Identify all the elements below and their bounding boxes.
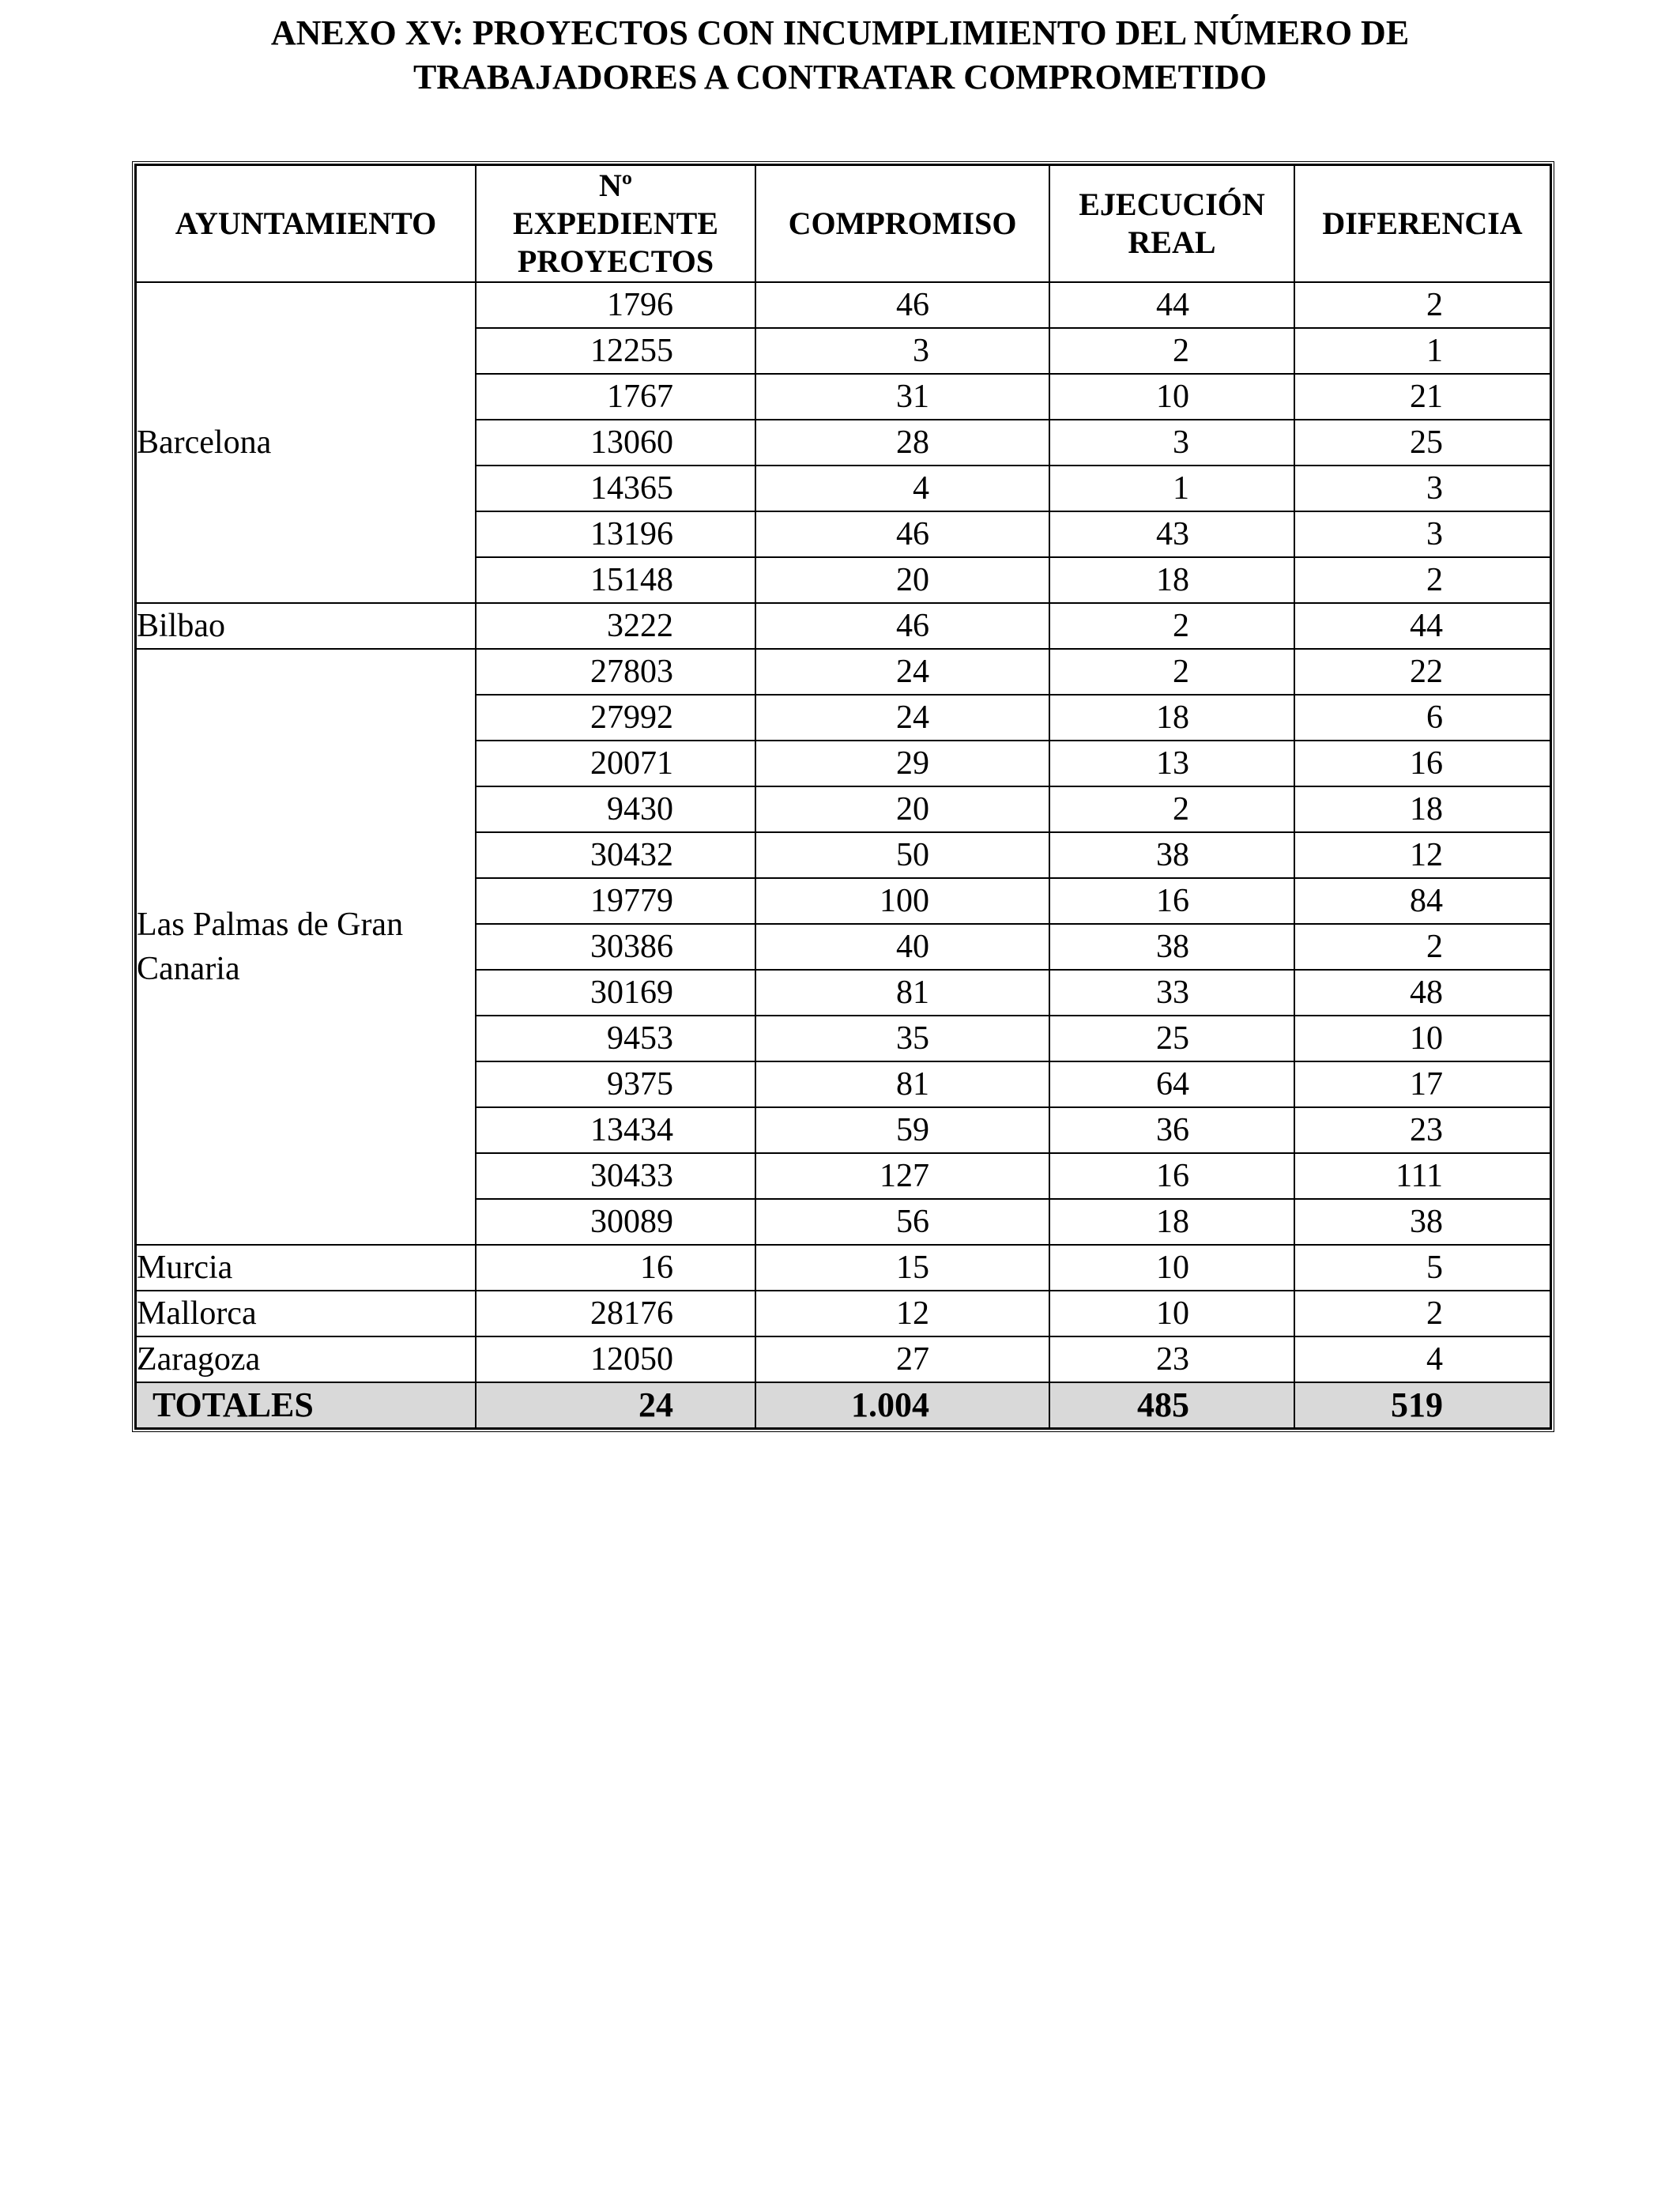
cell-expediente: 30089 bbox=[476, 1199, 755, 1245]
cell-compromiso: 127 bbox=[755, 1153, 1049, 1199]
page-title-line-2: TRABAJADORES A CONTRATAR COMPROMETIDO bbox=[412, 58, 1268, 96]
table-frame bbox=[132, 161, 1554, 1432]
cell-expediente: 14365 bbox=[476, 466, 755, 511]
cell-ejecucion: 33 bbox=[1049, 970, 1294, 1016]
header-expediente-line-3: PROYECTOS bbox=[517, 243, 714, 279]
cell-ayuntamiento: Barcelona bbox=[136, 282, 476, 603]
cell-diferencia: 3 bbox=[1294, 466, 1550, 511]
cell-compromiso: 81 bbox=[755, 1061, 1049, 1107]
cell-compromiso: 40 bbox=[755, 924, 1049, 970]
table-row bbox=[136, 603, 1550, 649]
cell-expediente: 30432 bbox=[476, 832, 755, 878]
cell-expediente: 9430 bbox=[476, 786, 755, 832]
cell-ejecucion: 16 bbox=[1049, 1153, 1294, 1199]
cell-ejecucion: 18 bbox=[1049, 557, 1294, 603]
cell-compromiso: 46 bbox=[755, 282, 1049, 328]
cell-diferencia: 21 bbox=[1294, 374, 1550, 420]
cell-diferencia: 17 bbox=[1294, 1061, 1550, 1107]
cell-expediente: 12255 bbox=[476, 328, 755, 374]
cell-ejecucion: 10 bbox=[1049, 374, 1294, 420]
cell-diferencia: 16 bbox=[1294, 741, 1550, 786]
cell-expediente: 13196 bbox=[476, 511, 755, 557]
cell-diferencia: 38 bbox=[1294, 1199, 1550, 1245]
cell-compromiso: 29 bbox=[755, 741, 1049, 786]
cell-expediente: 1767 bbox=[476, 374, 755, 420]
cell-compromiso: 12 bbox=[755, 1291, 1049, 1336]
totals-ejecucion: 485 bbox=[1049, 1382, 1294, 1428]
cell-ejecucion: 25 bbox=[1049, 1016, 1294, 1061]
cell-diferencia: 48 bbox=[1294, 970, 1550, 1016]
cell-diferencia: 2 bbox=[1294, 282, 1550, 328]
header-ejecucion-line-1: EJECUCIÓN bbox=[1079, 187, 1265, 222]
table-row bbox=[136, 1291, 1550, 1336]
cell-compromiso: 56 bbox=[755, 1199, 1049, 1245]
cell-expediente: 3222 bbox=[476, 603, 755, 649]
cell-compromiso: 46 bbox=[755, 603, 1049, 649]
cell-ejecucion: 44 bbox=[1049, 282, 1294, 328]
cell-expediente: 1796 bbox=[476, 282, 755, 328]
header-compromiso: COMPROMISO bbox=[755, 165, 1049, 282]
page-title bbox=[0, 11, 1680, 100]
totals-row bbox=[136, 1382, 1550, 1428]
cell-diferencia: 5 bbox=[1294, 1245, 1550, 1291]
cell-ejecucion: 64 bbox=[1049, 1061, 1294, 1107]
cell-compromiso: 24 bbox=[755, 695, 1049, 741]
cell-expediente: 12050 bbox=[476, 1336, 755, 1382]
cell-ejecucion: 2 bbox=[1049, 328, 1294, 374]
cell-compromiso: 4 bbox=[755, 466, 1049, 511]
cell-ejecucion: 43 bbox=[1049, 511, 1294, 557]
cell-diferencia: 10 bbox=[1294, 1016, 1550, 1061]
cell-diferencia: 23 bbox=[1294, 1107, 1550, 1153]
cell-ejecucion: 10 bbox=[1049, 1291, 1294, 1336]
cell-expediente: 30169 bbox=[476, 970, 755, 1016]
cell-compromiso: 28 bbox=[755, 420, 1049, 466]
cell-diferencia: 6 bbox=[1294, 695, 1550, 741]
cell-expediente: 9375 bbox=[476, 1061, 755, 1107]
cell-compromiso: 35 bbox=[755, 1016, 1049, 1061]
cell-ejecucion: 18 bbox=[1049, 695, 1294, 741]
header-expediente-line-1: Nº bbox=[598, 168, 633, 203]
cell-diferencia: 18 bbox=[1294, 786, 1550, 832]
cell-expediente: 30386 bbox=[476, 924, 755, 970]
cell-ejecucion: 36 bbox=[1049, 1107, 1294, 1153]
table-row bbox=[136, 282, 1550, 328]
cell-diferencia: 44 bbox=[1294, 603, 1550, 649]
cell-diferencia: 2 bbox=[1294, 924, 1550, 970]
cell-compromiso: 50 bbox=[755, 832, 1049, 878]
cell-expediente: 13060 bbox=[476, 420, 755, 466]
cell-expediente: 27803 bbox=[476, 649, 755, 695]
page-title-line-1: ANEXO XV: PROYECTOS CON INCUMPLIMIENTO DEL NÚMERO DE bbox=[270, 13, 1410, 52]
cell-expediente: 20071 bbox=[476, 741, 755, 786]
cell-compromiso: 3 bbox=[755, 328, 1049, 374]
cell-expediente: 15148 bbox=[476, 557, 755, 603]
cell-ejecucion: 13 bbox=[1049, 741, 1294, 786]
cell-expediente: 28176 bbox=[476, 1291, 755, 1336]
cell-diferencia: 22 bbox=[1294, 649, 1550, 695]
cell-compromiso: 81 bbox=[755, 970, 1049, 1016]
cell-ejecucion: 10 bbox=[1049, 1245, 1294, 1291]
cell-diferencia: 3 bbox=[1294, 511, 1550, 557]
table-row bbox=[136, 649, 1550, 695]
cell-diferencia: 84 bbox=[1294, 878, 1550, 924]
cell-expediente: 16 bbox=[476, 1245, 755, 1291]
cell-ejecucion: 38 bbox=[1049, 832, 1294, 878]
cell-expediente: 13434 bbox=[476, 1107, 755, 1153]
cell-ejecucion: 2 bbox=[1049, 786, 1294, 832]
cell-ayuntamiento: Las Palmas de Gran Canaria bbox=[136, 649, 476, 1245]
cell-compromiso: 15 bbox=[755, 1245, 1049, 1291]
table-row bbox=[136, 1245, 1550, 1291]
cell-compromiso: 20 bbox=[755, 557, 1049, 603]
header-ejecucion-line-2: REAL bbox=[1128, 224, 1216, 260]
cell-ejecucion: 16 bbox=[1049, 878, 1294, 924]
cell-compromiso: 31 bbox=[755, 374, 1049, 420]
cell-ayuntamiento: Zaragoza bbox=[136, 1336, 476, 1382]
cell-compromiso: 24 bbox=[755, 649, 1049, 695]
cell-ejecucion: 2 bbox=[1049, 649, 1294, 695]
totals-compromiso: 1.004 bbox=[755, 1382, 1049, 1428]
cell-compromiso: 59 bbox=[755, 1107, 1049, 1153]
header-expediente-line-2: EXPEDIENTE bbox=[512, 205, 719, 241]
cell-diferencia: 1 bbox=[1294, 328, 1550, 374]
cell-expediente: 27992 bbox=[476, 695, 755, 741]
annex-table bbox=[135, 164, 1551, 1429]
cell-diferencia: 12 bbox=[1294, 832, 1550, 878]
cell-diferencia: 111 bbox=[1294, 1153, 1550, 1199]
cell-diferencia: 2 bbox=[1294, 557, 1550, 603]
cell-ejecucion: 23 bbox=[1049, 1336, 1294, 1382]
totals-expedientes: 24 bbox=[476, 1382, 755, 1428]
header-ayuntamiento: AYUNTAMIENTO bbox=[136, 165, 476, 282]
header-diferencia: DIFERENCIA bbox=[1294, 165, 1550, 282]
cell-compromiso: 100 bbox=[755, 878, 1049, 924]
cell-expediente: 19779 bbox=[476, 878, 755, 924]
totals-diferencia: 519 bbox=[1294, 1382, 1550, 1428]
header-ejecucion bbox=[1049, 165, 1294, 282]
table-body bbox=[136, 282, 1550, 1382]
cell-ejecucion: 38 bbox=[1049, 924, 1294, 970]
cell-ayuntamiento: Mallorca bbox=[136, 1291, 476, 1336]
cell-ayuntamiento: Bilbao bbox=[136, 603, 476, 649]
header-row bbox=[136, 165, 1550, 282]
cell-expediente: 9453 bbox=[476, 1016, 755, 1061]
cell-compromiso: 20 bbox=[755, 786, 1049, 832]
cell-ejecucion: 18 bbox=[1049, 1199, 1294, 1245]
table-row bbox=[136, 1336, 1550, 1382]
cell-ayuntamiento: Murcia bbox=[136, 1245, 476, 1291]
cell-diferencia: 4 bbox=[1294, 1336, 1550, 1382]
cell-ejecucion: 1 bbox=[1049, 466, 1294, 511]
header-expediente bbox=[476, 165, 755, 282]
cell-ejecucion: 2 bbox=[1049, 603, 1294, 649]
cell-expediente: 30433 bbox=[476, 1153, 755, 1199]
cell-diferencia: 25 bbox=[1294, 420, 1550, 466]
cell-compromiso: 46 bbox=[755, 511, 1049, 557]
cell-compromiso: 27 bbox=[755, 1336, 1049, 1382]
cell-diferencia: 2 bbox=[1294, 1291, 1550, 1336]
cell-ejecucion: 3 bbox=[1049, 420, 1294, 466]
totals-label: TOTALES bbox=[136, 1382, 476, 1428]
